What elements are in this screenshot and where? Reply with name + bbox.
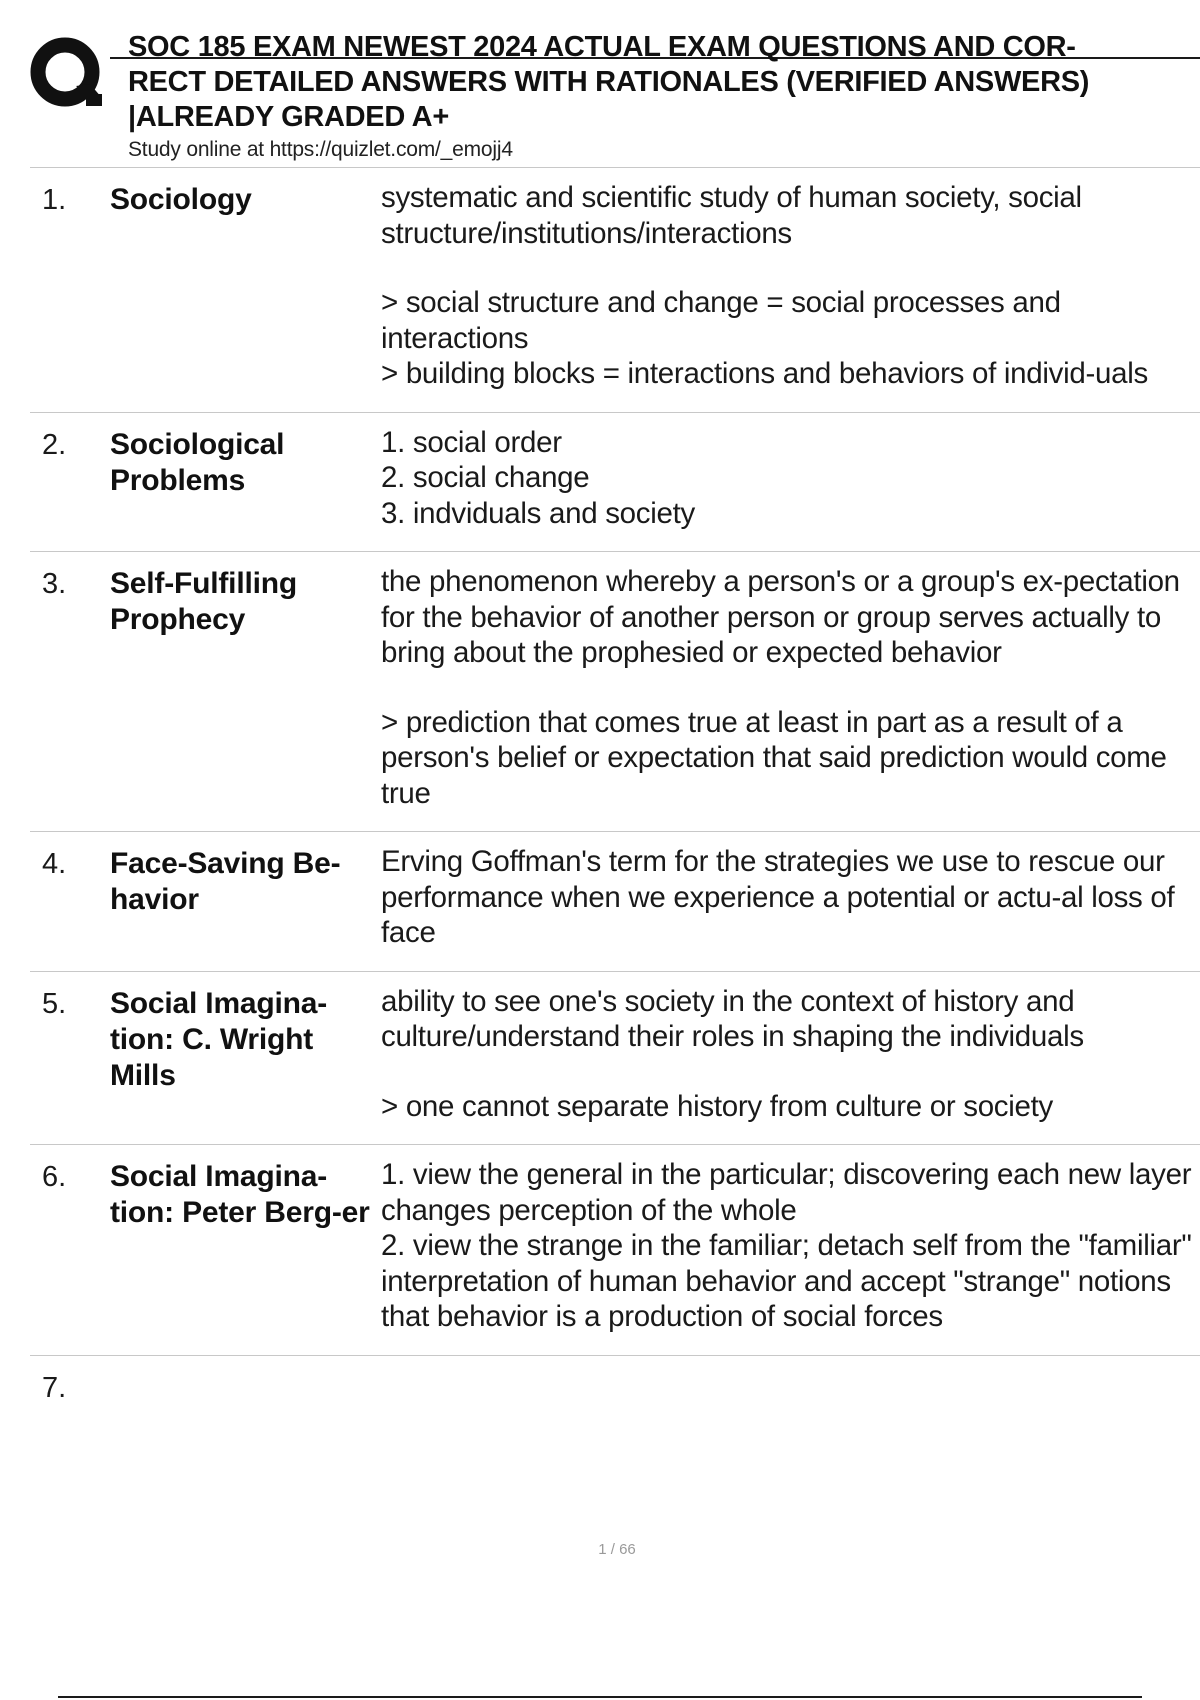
flashcard-number: 1.	[42, 184, 67, 216]
footer-rule	[58, 1696, 1142, 1698]
flashcard-definition	[381, 1157, 1196, 1335]
flashcard-definition	[381, 844, 1196, 951]
definition-paragraph: ability to see one's society in the context of history and culture/understand their roles in shaping the individuals	[381, 984, 1084, 1053]
flashcard-number: 5.	[42, 987, 67, 1020]
flashcard-row	[30, 413, 1200, 553]
quizlet-q-logo-icon	[30, 34, 108, 114]
flashcard-term: Social Imagina-tion: C. Wright Mills	[110, 986, 328, 1092]
page-indicator: 1 / 66	[598, 1541, 636, 1558]
definition-paragraph: the phenomenon whereby a person's or a group's ex-pectation for the behavior of another person or group serves actually to bring about the prophesied or expected behavior	[381, 565, 1180, 669]
flashcard-number: 7.	[42, 1371, 67, 1404]
study-online-label: Study online at	[128, 138, 264, 161]
flashcard-definition	[381, 180, 1196, 392]
flashcard-definition	[381, 1368, 1196, 1404]
flashcard-term: Sociology	[110, 183, 252, 216]
flashcard-row	[30, 552, 1200, 832]
flashcard-number: 3.	[42, 568, 67, 600]
flashcard-row	[30, 1356, 1200, 1426]
study-online-link[interactable]: https://quizlet.com/_emojj4	[269, 138, 513, 161]
definition-paragraph: Erving Goffman's term for the strategies we use to rescue our performance when we experience a potential or actu-al loss of face	[381, 845, 1175, 949]
definition-paragraph: > one cannot separate history from culture or society	[381, 1089, 1053, 1123]
definition-paragraph: > prediction that comes true at least in part as a result of a person's belief or expectation that said prediction would come true	[381, 705, 1167, 810]
flashcard-definition	[381, 564, 1196, 811]
flashcard-term: Self-Fulfilling Prophecy	[110, 567, 297, 636]
flashcard-term: Social Imagina-tion: Peter Berg-er	[110, 1160, 370, 1229]
flashcard-term: Face-Saving Be-havior	[110, 847, 341, 916]
flashcard-number: 6.	[42, 1161, 67, 1193]
flashcard-term: Sociological Problems	[110, 427, 285, 497]
flashcard-row	[30, 832, 1200, 972]
definition-paragraph: 1. social order 2. social change 3. indviduals and society	[381, 425, 695, 530]
flashcard-number: 2.	[42, 428, 67, 461]
flashcard-list	[30, 167, 1200, 1426]
flashcard-row	[30, 168, 1200, 413]
flashcard-row	[30, 1145, 1200, 1356]
study-online-line	[128, 137, 513, 163]
definition-paragraph: systematic and scientific study of human society, social structure/institutions/interactions	[381, 181, 1082, 250]
flashcard-definition	[381, 425, 1196, 532]
flashcard-definition	[381, 984, 1196, 1125]
document-title: SOC 185 EXAM NEWEST 2024 ACTUAL EXAM QUESTIONS AND COR- RECT DETAILED ANSWERS WITH RATIONALES (VERIFIED ANSWERS) |ALREADY GRADED A+	[128, 31, 1090, 133]
definition-paragraph: 1. view the general in the particular; discovering each new layer changes perception of the whole 2. view the strange in the familiar; detach self from the "familiar" interpretation of human behavior and accept "strange" notions that behavior is a production of social forces	[381, 1158, 1192, 1333]
flashcard-number: 4.	[42, 848, 67, 880]
definition-paragraph: > social structure and change = social processes and interactions > building blocks = interactions and behaviors of individ-uals	[381, 286, 1148, 390]
flashcard-row	[30, 972, 1200, 1146]
